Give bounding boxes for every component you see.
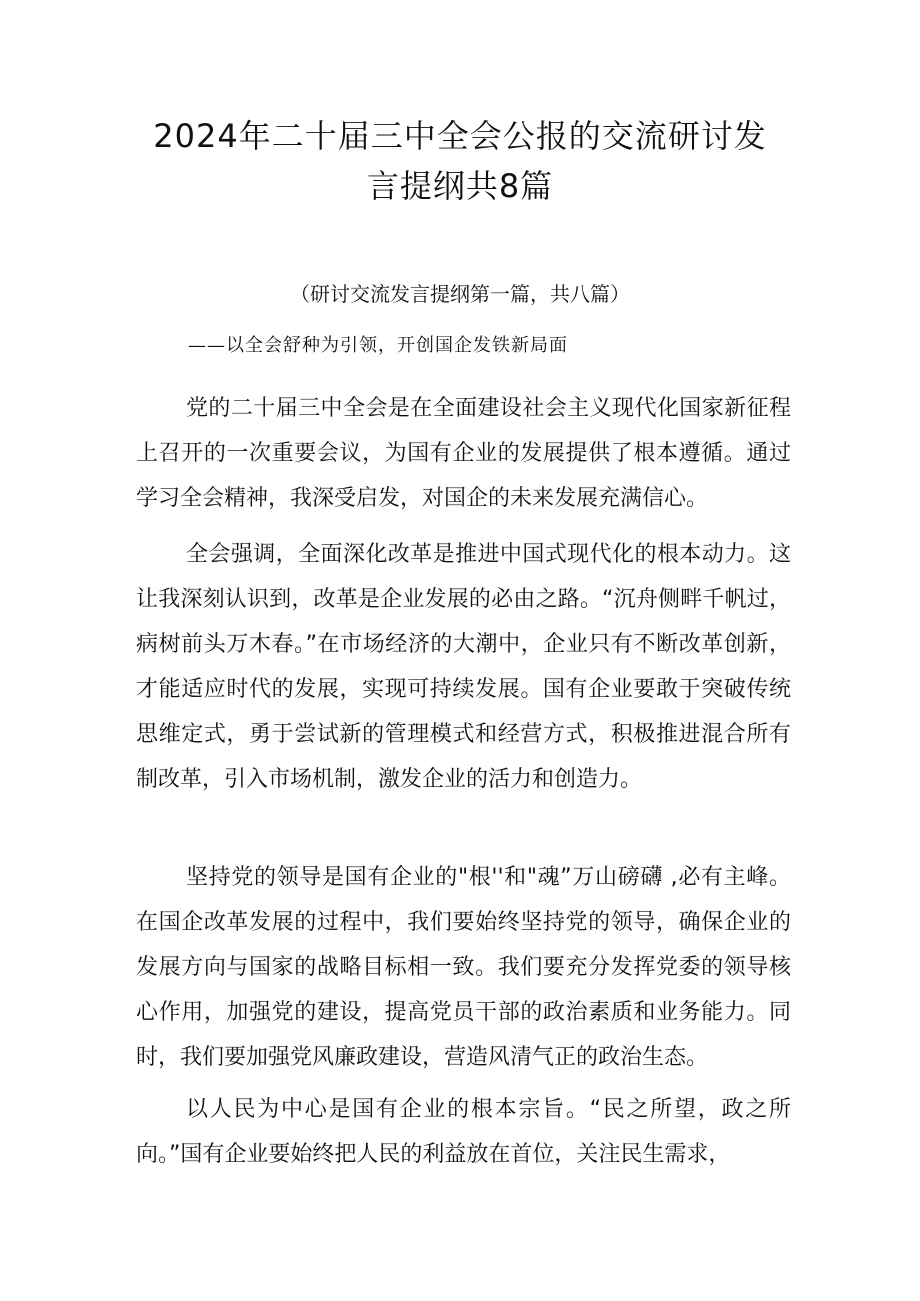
body-paragraph-2: 全会强调，全面深化改革是推进中国式现代化的根本动力。这让我深刻认识到，改革是企业发展的必由之路。“沉舟侧畔千帆过，病树前头万木春。”在市场经济的大潮中，企业只有不断改革创新，才能适应时代的发展，实现可持续发展。国有企业要敢于突破传统思维定式，勇于尝试新的管理模式和经营方式，积极推进混合所有制改革，引入市场机制，激发企业的活力和创造力。 [136, 542, 791, 792]
document-subtitle: （研讨交流发言提纲第一篇，共八篇） [290, 282, 630, 306]
body-paragraph-1: 党的二十届三中全会是在全面建设社会主义现代化国家新征程上召开的一次重要会议，为国有企业的发展提供了根本遵循。通过学习全会精神，我深受启发，对国企的未来发展充满信心。 [136, 396, 791, 511]
body-paragraph-3: 坚持党的领导是国有企业的"根''和"魂”万山磅礴 ,必有主峰。在国企改革发展的过程中，我们要始终坚持党的领导，确保企业的发展方向与国家的战略目标相一致。我们要充分发挥党委的领导核心作用，加强党的建设，提高党员干部的政治素质和业务能力。同时，我们要加强党风廉政建设，营造风清气正的政治生态。 [136, 865, 791, 1070]
body-paragraph-4: 以人民为中心是国有企业的根本宗旨。“民之所望，政之所向。”国有企业要始终把人民的利益放在首位，关注民生需求， [136, 1097, 791, 1167]
document-title-line-2: 言提纲共8篇 [366, 167, 554, 205]
document-tagline: ——以全会舒种为引领，开创国企发铁新局面 [188, 335, 568, 356]
document-title-line-1: 2024年二十届三中全会公报的交流研讨发 [153, 117, 767, 155]
